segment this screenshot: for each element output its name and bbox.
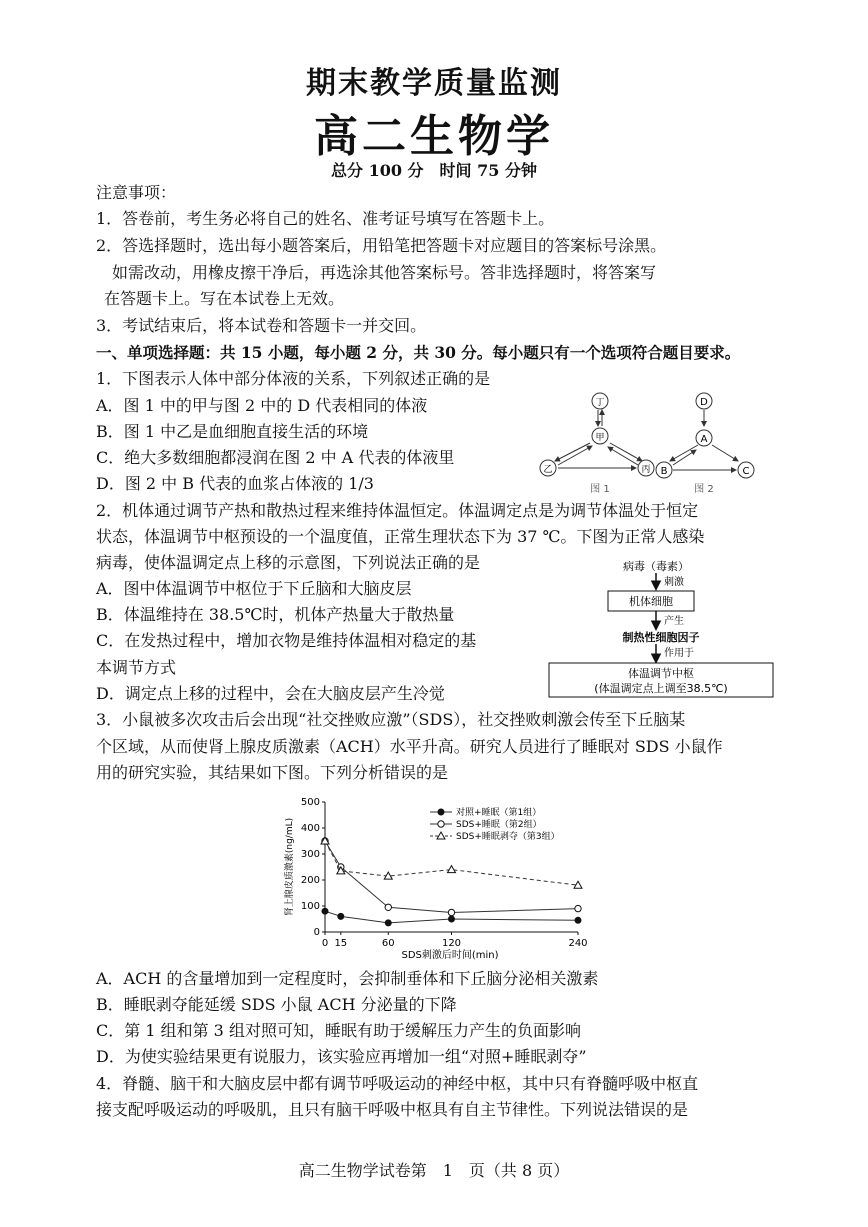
question-1-stem: 1．下图表示人体中部分体液的关系，下列叙述正确的是	[96, 369, 491, 388]
data-point-series-2	[385, 904, 391, 910]
legend-label: SDS+睡眠（第2组）	[456, 820, 542, 830]
figure-2	[656, 393, 754, 495]
section-heading: 一、单项选择题：共 15 小题，每小题 2 分，共 30 分。每小题只有一个选项符合题目要求。	[96, 343, 741, 362]
question-2-option-a: A．图中体温调节中枢位于下丘脑和大脑皮层	[96, 579, 412, 598]
body-fluid-figures	[530, 388, 780, 498]
legend-label: 对照+睡眠（第1组）	[456, 808, 542, 818]
series-line-2	[325, 841, 578, 913]
question-2-option-c: C．在发热过程中，增加衣物是维持体温相对稳定的基	[96, 631, 477, 650]
question-1-option-c: C．绝大多数细胞都浸润在图 2 中 A 代表的体液里	[96, 448, 455, 467]
notice-heading: 注意事项：	[96, 183, 177, 202]
subject-title: 高二生物学	[314, 111, 554, 162]
flow-arrow-label: 产生	[664, 616, 684, 627]
y-tick-label: 400	[300, 823, 320, 834]
notice-line: 3．考试结束后，将本试卷和答题卡一并交回。	[96, 316, 427, 335]
exam-meta: 总分 100 分 时间 75 分钟	[331, 161, 537, 180]
x-tick-label: 0	[321, 938, 329, 949]
flow-cytokine: 制热性细胞因子	[622, 631, 700, 644]
y-tick-label: 0	[313, 927, 320, 938]
legend-marker	[438, 821, 444, 827]
question-1-option-d: D．图 2 中 B 代表的血浆占体液的 1/3	[96, 474, 374, 493]
page-footer: 高二生物学试卷第 1 页（共 8 页）	[298, 1161, 570, 1180]
fig2-node: C	[742, 466, 750, 477]
x-tick-label: 15	[334, 938, 348, 949]
data-point-series-2	[575, 905, 581, 911]
fig1-node: 丙	[641, 465, 651, 475]
data-point-series-1	[385, 920, 391, 926]
flow-arrow-label: 刺激	[664, 577, 684, 588]
fig1-node: 甲	[595, 433, 605, 443]
flow-center-box: 体温调节中枢	[628, 667, 694, 680]
y-axis-label: 肾上腺皮质激素(ng/mL)	[285, 817, 295, 917]
question-2-option-b: B．体温维持在 38.5℃时，机体产热量大于散热量	[96, 605, 455, 624]
question-2-option-d: D．调定点上移的过程中，会在大脑皮层产生冷觉	[96, 684, 445, 703]
notice-line: 在答题卡上。写在本试卷上无效。	[104, 289, 345, 308]
notice-line: 如需改动，用橡皮擦干净后，再选涂其他答案标号。答非选择题时，将答案写	[112, 263, 657, 282]
data-point-series-3	[448, 866, 456, 873]
fig2-node: B	[660, 466, 668, 477]
question-2-line: 状态，体温调节中枢预设的一个温度值，正常生理状态下为 37 ℃。下图为正常人感染	[96, 527, 705, 546]
data-point-series-1	[449, 916, 455, 922]
question-3-line: 3．小鼠被多次攻击后会出现“社交挫败应激”（SDS），社交挫败刺激会传至下丘脑某	[96, 710, 686, 729]
fig1-caption: 图 1	[590, 484, 610, 495]
y-tick-label: 300	[300, 849, 320, 860]
question-1-option-a: A．图 1 中的甲与图 2 中的 D 代表相同的体液	[96, 396, 428, 415]
fig1-node: 乙	[543, 465, 553, 475]
legend-marker	[438, 809, 444, 815]
data-point-series-2	[448, 909, 454, 915]
series-line-3	[325, 841, 578, 885]
fig2-caption: 图 2	[694, 484, 714, 495]
legend-marker	[437, 832, 445, 839]
question-2-line: 2．机体通过调节产热和散热过程来维持体温恒定。体温调定点是为调节体温处于恒定	[96, 501, 699, 520]
flow-cells-box: 机体细胞	[629, 595, 673, 608]
flow-arrow-label: 作用于	[664, 648, 694, 659]
y-tick-label: 100	[300, 901, 320, 912]
notice-line: 2．答选择题时，选出每小题答案后，用铅笔把答题卡对应题目的答案标号涂黑。	[96, 236, 667, 255]
fig2-node: D	[700, 397, 708, 408]
question-4-line: 接支配呼吸运动的呼吸肌，且只有脑干呼吸中枢具有自主节律性。下列说法错误的是	[96, 1100, 689, 1119]
question-2-option-c-cont: 本调节方式	[96, 658, 177, 677]
question-3-line: 个区域，从而使肾上腺皮质激素（ACH）水平升高。研究人员进行了睡眠对 SDS 小鼠作	[96, 737, 723, 756]
y-tick-label: 500	[300, 797, 320, 808]
question-4-line: 4．脊髓、脑干和大脑皮层中都有调节呼吸运动的神经中枢，其中只有脊髓呼吸中枢直	[96, 1074, 699, 1093]
y-tick-label: 200	[300, 875, 320, 886]
legend-label: SDS+睡眠剥夺（第3组）	[456, 832, 560, 842]
x-axis-label: SDS刺激后时间(min)	[401, 950, 499, 961]
fever-flow-diagram	[546, 558, 778, 700]
fig2-node: A	[700, 434, 708, 445]
fig1-node: 丁	[595, 398, 605, 408]
x-tick-label: 240	[568, 938, 588, 949]
x-tick-label: 120	[441, 938, 462, 949]
question-3-option-c: C．第 1 组和第 3 组对照可知，睡眠有助于缓解压力产生的负面影响	[96, 1021, 581, 1040]
figure-1	[540, 393, 654, 495]
question-2-line: 病毒，使体温调定点上移的示意图，下列说法正确的是	[96, 553, 481, 572]
question-3-option-b: B．睡眠剥夺能延缓 SDS 小鼠 ACH 分泌量的下降	[96, 995, 457, 1014]
exam-title: 期末教学质量监测	[306, 66, 562, 101]
flow-center-box-sub: (体温调定点上调至38.5℃)	[594, 682, 728, 695]
flow-virus: 病毒（毒素）	[623, 560, 689, 573]
chart-legend	[430, 806, 560, 842]
question-3-option-a: A．ACH 的含量增加到一定程度时，会抑制垂体和下丘脑分泌相关激素	[96, 969, 599, 988]
data-point-series-1	[338, 913, 344, 919]
data-point-series-1	[575, 917, 581, 923]
x-tick-label: 60	[381, 938, 395, 949]
ach-line-chart	[280, 792, 600, 962]
question-3-line: 用的研究实验，其结果如下图。下列分析错误的是	[96, 763, 449, 782]
notice-line: 1．答卷前，考生务必将自己的姓名、准考证号填写在答题卡上。	[96, 209, 555, 228]
data-point-series-1	[322, 908, 328, 914]
question-3-option-d: D．为使实验结果更有说服力，该实验应再增加一组“对照+睡眠剥夺”	[96, 1047, 587, 1066]
question-1-option-b: B．图 1 中乙是血细胞直接生活的环境	[96, 422, 369, 441]
